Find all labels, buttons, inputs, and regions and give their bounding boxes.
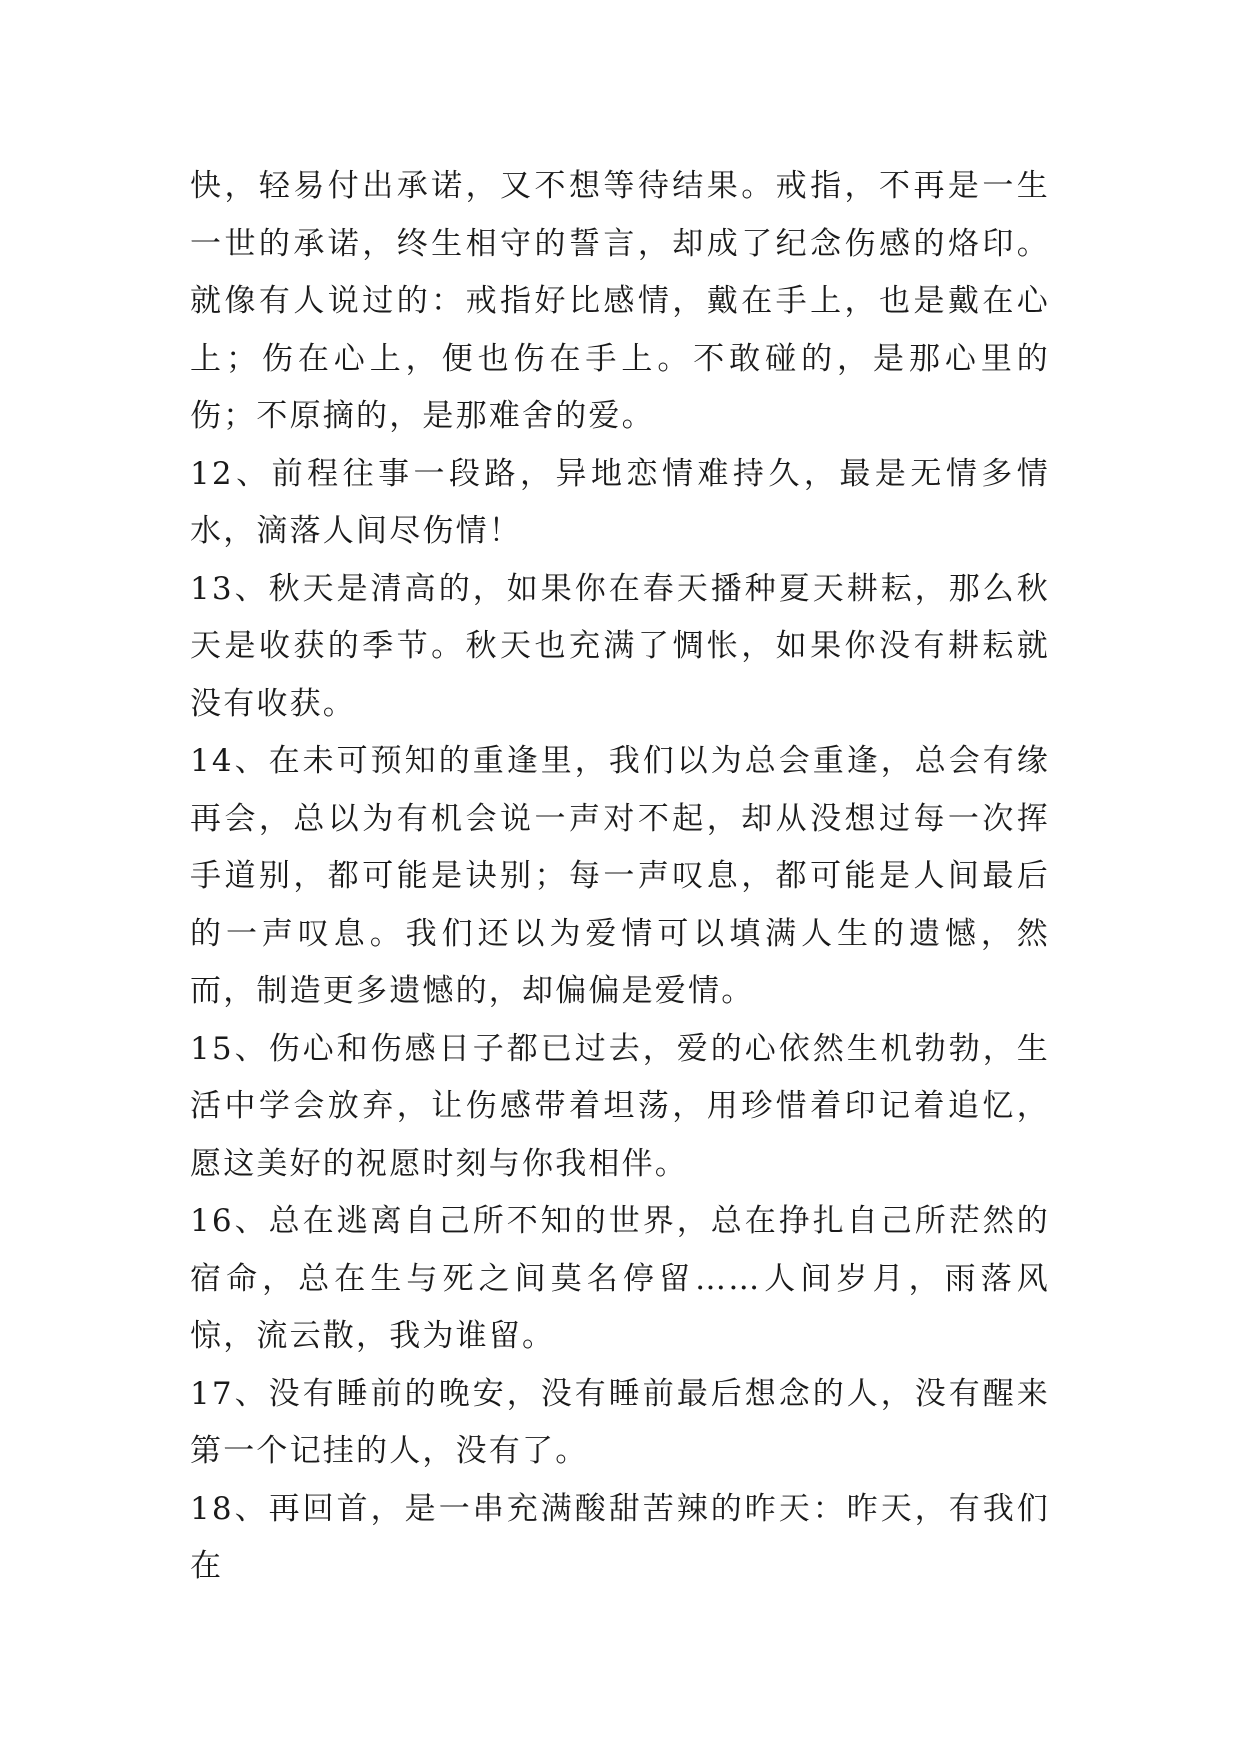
paragraph-15: 15、伤心和伤感日子都已过去，爱的心依然生机勃勃，生活中学会放弃，让伤感带着坦荡，用珍惜着印记着追忆，愿这美好的祝愿时刻与你我相伴。: [190, 1030, 1050, 1182]
paragraph-17: 17、没有睡前的晚安，没有睡前最后想念的人，没有醒来第一个记挂的人，没有了。: [190, 1375, 1050, 1469]
paragraph-12: 12、前程往事一段路，异地恋情难持久，最是无情多情水，滴落人间尽伤情！: [190, 455, 1050, 549]
paragraph-16: 16、总在逃离自己所不知的世界，总在挣扎自己所茫然的宿命，总在生与死之间莫名停留……人间岁月，雨落风惊，流云散，我为谁留。: [190, 1203, 1050, 1354]
paragraph-14: 14、在未可预知的重逢里，我们以为总会重逢，总会有缘再会，总以为有机会说一声对不起，却从没想过每一次挥手道别，都可能是诀别；每一声叹息，都可能是人间最后的一声叹息。我们还以为爱情可以填满人生的遗憾，然而，制造更多遗憾的，却偏偏是爱情。: [190, 743, 1050, 1009]
paragraph-13: 13、秋天是清高的，如果你在春天播种夏天耕耘，那么秋天是收获的季节。秋天也充满了惆怅，如果你没有耕耘就没有收获。: [190, 570, 1050, 722]
paragraph-continuation: 快，轻易付出承诺，又不想等待结果。戒指，不再是一生一世的承诺，终生相守的誓言，却成了纪念伤感的烙印。就像有人说过的：戒指好比感情，戴在手上，也是戴在心上；伤在心上，便也伤在手上。不敢碰的，是那心里的伤；不原摘的，是那难舍的爱。: [190, 168, 1050, 434]
document-body: [190, 158, 1050, 1596]
paragraph-18: 18、再回首，是一串充满酸甜苦辣的昨天：昨天，有我们在: [190, 1490, 1050, 1584]
